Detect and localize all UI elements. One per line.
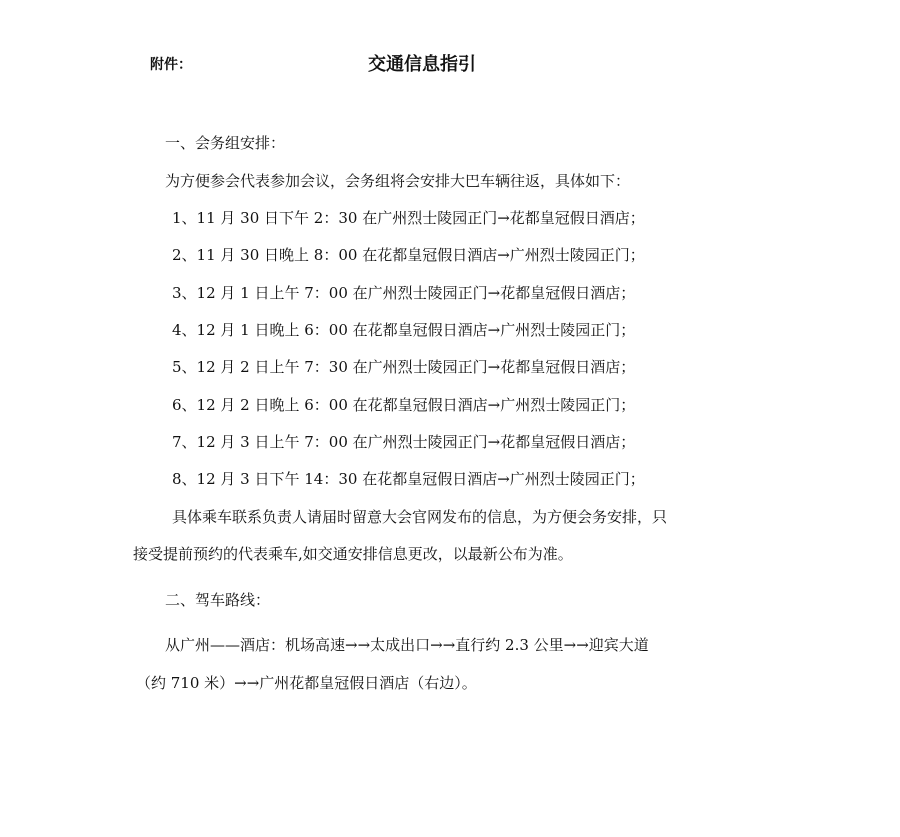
section-heading-arrangement: 一、会务组安排： (165, 134, 286, 152)
attachment-label: 附件： (150, 57, 192, 73)
driving-route-line-2: （约 710 米）→→广州花都皇冠假日酒店（右边）。 (136, 674, 477, 692)
schedule-item: 6、12 月 2 日晚上 6：00 在花都皇冠假日酒店→广州烈士陵园正门； (172, 396, 636, 414)
schedule-item: 4、12 月 1 日晚上 6：00 在花都皇冠假日酒店→广州烈士陵园正门； (172, 321, 636, 339)
schedule-item: 2、11 月 30 日晚上 8：00 在花都皇冠假日酒店→广州烈士陵园正门； (172, 246, 645, 264)
section-heading-driving-route: 二、驾车路线： (165, 591, 271, 609)
schedule-item: 7、12 月 3 日上午 7：00 在广州烈士陵园正门→花都皇冠假日酒店； (172, 433, 636, 451)
booking-note-line-2: 接受提前预约的代表乘车,如交通安排信息更改，以最新公布为准。 (133, 545, 573, 563)
schedule-item: 1、11 月 30 日下午 2：30 在广州烈士陵园正门→花都皇冠假日酒店； (172, 209, 645, 227)
schedule-item: 3、12 月 1 日上午 7：00 在广州烈士陵园正门→花都皇冠假日酒店； (172, 284, 636, 302)
page-title: 交通信息指引 (368, 54, 476, 75)
schedule-item: 5、12 月 2 日上午 7：30 在广州烈士陵园正门→花都皇冠假日酒店； (172, 358, 636, 376)
booking-note-line-1: 具体乘车联系负责人请届时留意大会官网发布的信息，为方便会务安排，只 (172, 508, 668, 526)
schedule-item: 8、12 月 3 日下午 14：30 在花都皇冠假日酒店→广州烈士陵园正门； (172, 470, 645, 488)
driving-route-line-1: 从广州——酒店：机场高速→→太成出口→→直行约 2.3 公里→→迎宾大道 (165, 636, 649, 654)
arrangement-intro: 为方便参会代表参加会议，会务组将会安排大巴车辆往返，具体如下： (165, 172, 631, 190)
